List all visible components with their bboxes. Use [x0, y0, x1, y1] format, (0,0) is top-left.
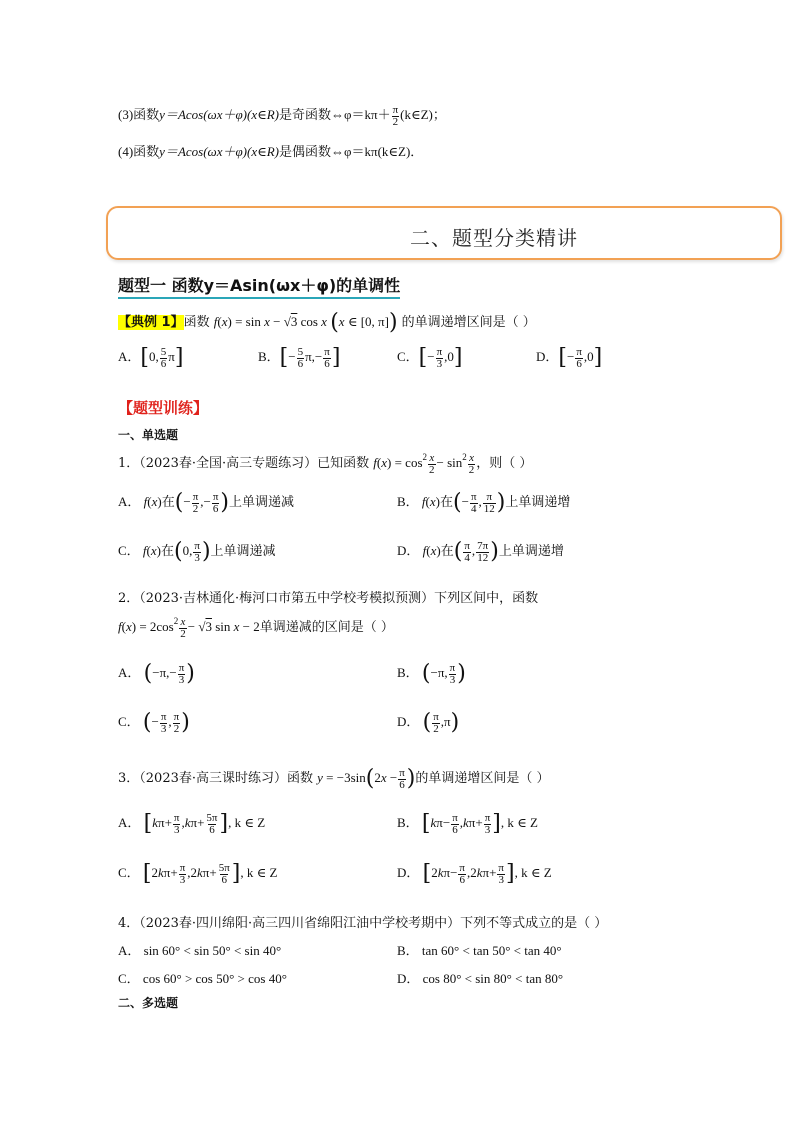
single-choice-header: 一、单选题 — [118, 428, 179, 442]
text: 是偶函数⇔φ＝kπ(k∈Z)． — [279, 144, 424, 159]
text: 的单调递增区间是（ ） — [401, 315, 536, 330]
question-text: 1．（2023春·全国·高三专题练习）已知函数 — [118, 456, 370, 471]
text: 函数 — [183, 315, 210, 330]
q4-option-b: B． tan 60° < tan 50° < tan 40° — [397, 943, 562, 958]
question-3: 3．（2023春·高三课时练习）函数 y = −3sin(2x − $\frac{\pi}{6}$ )的单调递增区间是（ ） — [118, 766, 550, 792]
example-option-c: C．[− $\frac{\pi}{3}$ ,0] — [397, 345, 463, 371]
example-tag: 【典例 1】 — [118, 315, 184, 330]
formula: $f(x) = \cos^2$ $\frac{x}{2}$ − $\sin^2$ $\frac{x}{2}$ — [373, 451, 475, 476]
example-option-d: D．[− $\frac{\pi}{6}$ ,0] — [536, 345, 603, 371]
property-line-4 — [118, 141, 423, 160]
property-line-3 — [118, 104, 446, 128]
question-2: 2．（2023·吉林通化·梅河口市第五中学校考模拟预测）下列区间中，函数 — [118, 591, 539, 606]
text: (4)函数 — [118, 144, 160, 159]
q2-option-c: C． (− $\frac{\pi}{3}$ , $\frac{\pi}{2}$ ) — [118, 710, 190, 736]
question-text: 3．（2023春·高三课时练习）函数 — [118, 771, 313, 786]
q2-option-b: B． (−π, $\frac{\pi}{3}$ ) — [397, 661, 466, 687]
text: 是奇函数⇔φ＝kπ＋ — [279, 107, 391, 122]
text: (3)函数 — [118, 107, 160, 122]
formula: y = −3sin(2x − $\frac{\pi}{6}$ ) — [317, 766, 416, 792]
text: (k∈Z)； — [400, 107, 446, 122]
question-4: 4．（2023春·四川绵阳·高三四川省绵阳江油中学校考期中）下列不等式成立的是（ ） — [118, 916, 608, 931]
formula: y＝Acos(ωx＋φ)(x∈R) — [159, 107, 280, 122]
formula: $f(x) = 2\cos^2$ $\frac{x}{2}$ − √3 sin x − 2 — [118, 615, 260, 640]
q1-option-d: D． f(x)在( $\frac{\pi}{4}$ , $\frac{7\pi}{12}$ )上单调递增 — [397, 539, 564, 565]
section-header-box — [106, 206, 782, 260]
q4-option-c: C． cos 60° > cos 50° > cos 40° — [118, 971, 287, 986]
q1-option-b: B． f(x)在(− $\frac{\pi}{4}$ , $\frac{\pi}{12}$ )上单调递增 — [397, 490, 571, 516]
q1-option-c: C． f(x)在(0, $\frac{\pi}{3}$ )上单调递减 — [118, 539, 276, 565]
section-title: 二、题型分类精讲 — [410, 226, 578, 250]
q3-option-b: B． [kπ− $\frac{\pi}{6}$ ,kπ+ $\frac{\pi}{3}$ ], k ∈ Z — [397, 811, 538, 837]
fraction: $\frac{\pi}{2}$ — [392, 103, 399, 128]
q3-option-a: A． [kπ+ $\frac{\pi}{3}$ ,kπ+ $\frac{5\pi}{6}$ ], k ∈ Z — [118, 811, 266, 837]
q4-option-d: D． cos 80° < sin 80° < tan 80° — [397, 971, 564, 986]
type-title-text: 题型一 函数y＝Asin(ωx＋φ)的单调性 — [118, 276, 400, 299]
type-title — [118, 273, 400, 296]
q3-option-d: D． [2kπ− $\frac{\pi}{6}$ ,2kπ+ $\frac{\pi}{3}$ ], k ∈ Z — [397, 861, 552, 887]
question-1: 1．（2023春·全国·高三专题练习）已知函数 $f(x) = \cos^2$ $\frac{x}{2}$ − $\sin^2$ $\frac{x}{2}$ ，则（ ） — [118, 451, 533, 476]
formula: y＝Acos(ωx＋φ)(x∈R) — [159, 144, 280, 159]
example-option-b: B．[− $\frac{5}{6}$ π,− $\frac{\pi}{6}$ ] — [258, 345, 341, 371]
q3-option-c: C． [2kπ+ $\frac{\pi}{3}$ ,2kπ+ $\frac{5\pi}{6}$ ], k ∈ Z — [118, 861, 278, 887]
q1-option-a: A． f(x)在(− $\frac{\pi}{2}$ ,− $\frac{\pi}{6}$ )上单调递减 — [118, 490, 295, 516]
q4-option-a: A． sin 60° < sin 50° < sin 40° — [118, 943, 282, 958]
q2-option-a: A． (−π,− $\frac{\pi}{3}$ ) — [118, 661, 195, 687]
question-2-formula-line: $f(x) = 2\cos^2$ $\frac{x}{2}$ − √3 sin x − 2单调递减的区间是（ ） — [118, 615, 394, 640]
multi-choice-header: 二、多选题 — [118, 996, 179, 1010]
example-option-a: A．[0, $\frac{5}{6}$ π] — [118, 345, 184, 371]
q2-option-d: D． ( $\frac{\pi}{2}$ ,π) — [397, 710, 460, 736]
training-header: 【题型训练】 — [118, 399, 209, 417]
formula: f(x) = sin x − √3 cos x (x ∈ [0, π]) — [213, 310, 398, 336]
example-1 — [118, 310, 536, 336]
